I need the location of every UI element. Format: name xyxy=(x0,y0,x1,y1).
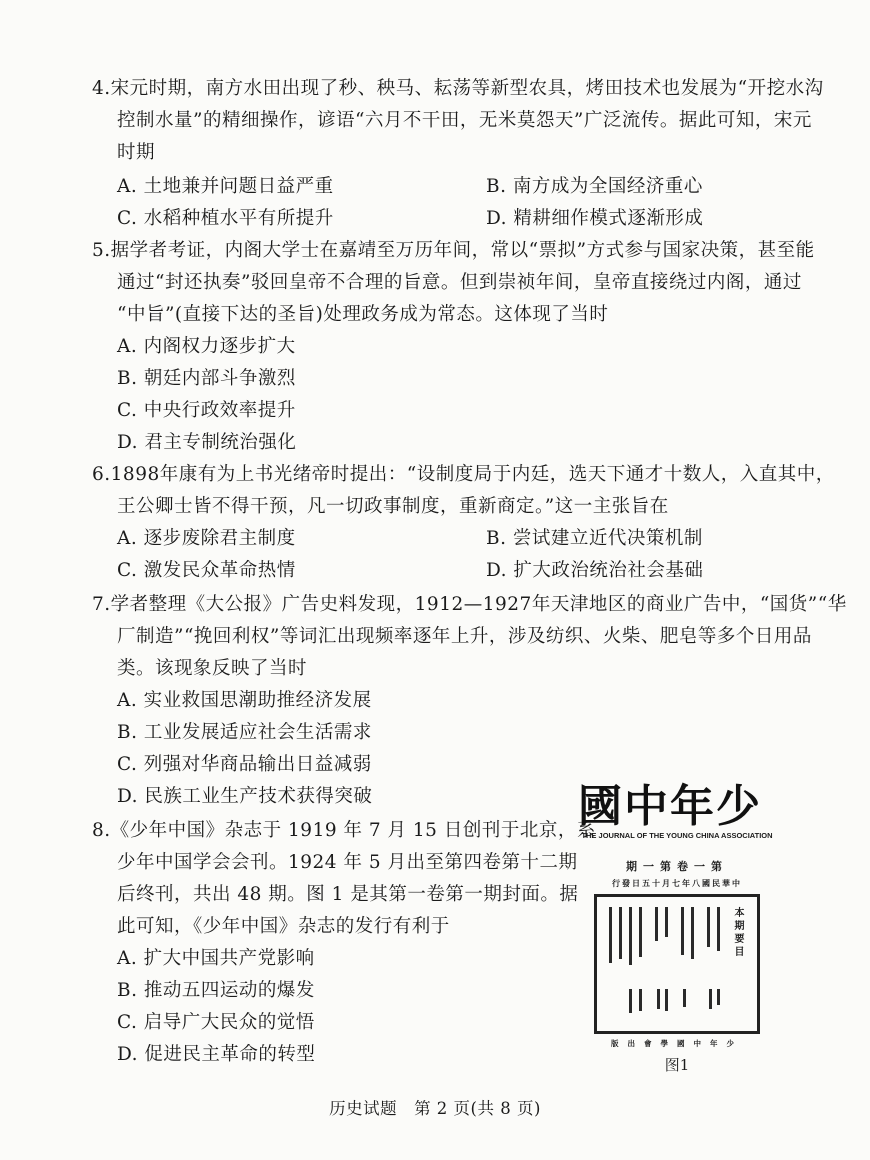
q7-stem-line-3: 类。该现象反映了当时 xyxy=(117,658,308,679)
q4-option-d: D. 精耕细作模式逐渐形成 xyxy=(486,208,704,229)
q4-stem-line-3: 时期 xyxy=(117,142,156,163)
q7-option-d: D. 民族工业生产技术获得突破 xyxy=(117,786,373,807)
q6-option-a: A. 逐步废除君主制度 xyxy=(117,528,296,549)
q5-option-a: A. 内阁权力逐步扩大 xyxy=(117,336,296,357)
q7-stem-line-1: 7.学者整理《大公报》广告史料发现，1912—1927年天津地区的商业广告中，“国货”“华 xyxy=(92,594,847,615)
q8-stem-line-3: 后终刊，共出 48 期。图 1 是其第一卷第一期封面。据 xyxy=(117,884,579,905)
q4-stem-line-2: 控制水量”的精细操作，谚语“六月不干田，无米莫怨天”广泛流传。据此可知，宋元 xyxy=(117,110,812,131)
cover-contents-box xyxy=(594,894,760,1034)
cover-publisher: 版出會學國中年少 xyxy=(611,1039,743,1048)
q8-option-a: A. 扩大中国共产党影响 xyxy=(117,948,315,969)
q7-option-c: C. 列强对华商品输出日益减弱 xyxy=(117,754,372,775)
page-footer: 历史试题 第 2 页(共 8 页) xyxy=(329,1099,541,1118)
cover-issue-number: 期一第卷一第 xyxy=(626,860,728,873)
q5-option-c: C. 中央行政效率提升 xyxy=(117,400,296,421)
q7-option-b: B. 工业发展适应社会生活需求 xyxy=(117,722,372,743)
q8-option-b: B. 推动五四运动的爆发 xyxy=(117,980,315,1001)
figure-caption: 图1 xyxy=(664,1056,690,1074)
q5-option-d: D. 君主专制统治强化 xyxy=(117,432,297,453)
q5-stem-line-1: 5.据学者考证，内阁大学士在嘉靖至万历年间，常以“票拟”方式参与国家决策，甚至能 xyxy=(92,240,815,261)
q4-option-c: C. 水稻种植水平有所提升 xyxy=(117,208,334,229)
q7-stem-line-2: 厂制造”“挽回利权”等词汇出现频率逐年上升，涉及纺织、火柴、肥皂等多个日用品 xyxy=(117,626,812,647)
q8-stem-line-1: 8.《少年中国》杂志于 1919 年 7 月 15 日创刊于北京，系 xyxy=(92,820,596,841)
figure-1-magazine-cover xyxy=(572,770,782,1080)
cover-contents-title: 本期要目 xyxy=(732,907,743,959)
q4-option-a: A. 土地兼并问题日益严重 xyxy=(117,176,334,197)
q8-option-d: D. 促进民主革命的转型 xyxy=(117,1044,316,1065)
cover-contents-columns xyxy=(597,897,757,1031)
q4-option-b: B. 南方成为全国经济重心 xyxy=(486,176,703,197)
q4-stem-line-1: 4.宋元时期，南方水田出现了秒、秧马、耘荡等新型农具，烤田技术也发展为“开挖水沟 xyxy=(92,78,824,99)
cover-masthead: 國中年少 xyxy=(578,781,762,826)
q8-option-c: C. 启导广大民众的觉悟 xyxy=(117,1012,315,1033)
q5-stem-line-3: “中旨”(直接下达的圣旨)处理政务成为常态。这体现了当时 xyxy=(117,304,609,325)
cover-publication-date: 行發日五十月七年八國民華中 xyxy=(612,878,742,888)
q7-option-a: A. 实业救国思潮助推经济发展 xyxy=(117,690,372,711)
q6-stem-line-1: 6.1898年康有为上书光绪帝时提出：“设制度局于内廷，选天下通才十数人，入直其中， xyxy=(92,464,835,485)
q6-option-d: D. 扩大政治统治社会基础 xyxy=(486,560,704,581)
cover-english-title: THE JOURNAL OF THE YOUNG CHINA ASSOCIATION xyxy=(581,831,773,840)
q8-stem-line-2: 少年中国学会会刊。1924 年 5 月出至第四卷第十二期 xyxy=(117,852,578,873)
q8-stem-line-4: 此可知，《少年中国》杂志的发行有利于 xyxy=(117,916,450,937)
q6-option-c: C. 激发民众革命热情 xyxy=(117,560,296,581)
q6-option-b: B. 尝试建立近代决策机制 xyxy=(486,528,703,549)
q5-stem-line-2: 通过“封还执奏”驳回皇帝不合理的旨意。但到崇祯年间，皇帝直接绕过内阁，通过 xyxy=(117,272,802,293)
q5-option-b: B. 朝廷内部斗争激烈 xyxy=(117,368,296,389)
q6-stem-line-2: 王公卿士皆不得干预，凡一切政事制度，重新商定。”这一主张旨在 xyxy=(117,496,669,517)
